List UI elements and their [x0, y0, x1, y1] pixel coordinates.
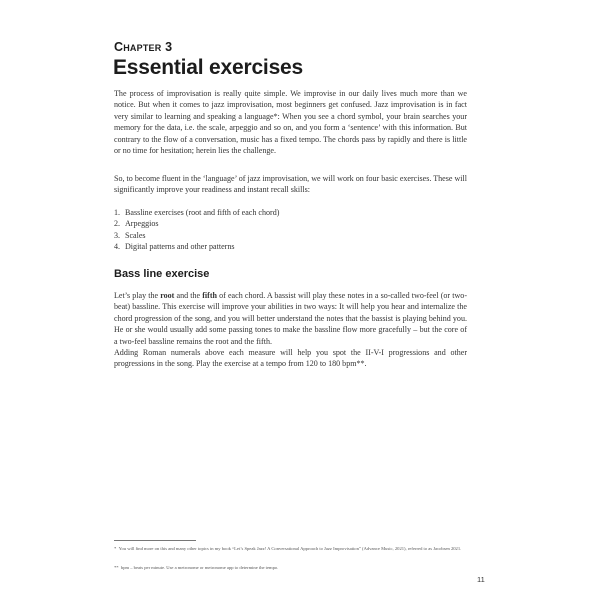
footnote-2 — [114, 564, 474, 571]
footnote-1-text: You will find more on this and many other topics in my book “Let’s Speak Jazz! A Conversational Approach to Jazz Improvisation” (Advance Music, 2021), referred to as Jacobsen 2021. — [118, 546, 462, 551]
footnote-2-mark: ** — [114, 565, 119, 570]
chapter-title: Essential exercises — [113, 56, 304, 79]
list-item — [114, 218, 279, 229]
list-item-number: 3. — [114, 230, 121, 240]
footnote-1 — [114, 545, 474, 552]
section-heading-bass-line: Bass line exercise — [114, 268, 210, 280]
footnote-1-mark: * — [114, 546, 117, 551]
list-item-text: Digital patterns and other patterns — [125, 242, 235, 252]
list-item-number: 2. — [114, 219, 121, 229]
footnote-2-text: bpm – beats per minute. Use a metronome or metronome app to determine the tempo. — [120, 565, 279, 570]
list-item-number: 4. — [114, 242, 121, 252]
list-item-text: Scales — [125, 230, 146, 240]
list-item-text: Bassline exercises (root and fifth of each chord) — [125, 208, 280, 217]
list-item — [114, 230, 279, 241]
page-number: 11 — [477, 575, 485, 584]
exercise-list — [114, 207, 279, 253]
chapter-label: Chapter 3 — [114, 40, 173, 54]
bassline-text-2: and the — [174, 291, 203, 300]
list-item — [114, 207, 279, 218]
intro-paragraph: The process of improvisation is really quite simple. We improvise in our daily lives much more than we notice. But when it comes to jazz improvisation, most beginners get confused. Jazz improvisation is in fact very similar to learning and speaking a language*: When you see a chord symbol, your brain searches your memory for the data, i.e. the scale, arpeggio and so on, and you form a ‘sentence’ with this information. But contrary to the flow of a conversation, music has a fixed tempo. The chords pass by rapidly and there is little or no time for hesitation; herein lies the challenge. — [114, 89, 467, 156]
fluent-paragraph: So, to become fluent in the ‘language’ of jazz improvisation, we will work on four basic exercises. These will significantly improve your readiness and instant recall skills: — [114, 174, 467, 195]
list-item — [114, 241, 279, 252]
fifth-term: fifth — [202, 291, 217, 300]
bassline-text-3: of each chord. A bassist will play these notes in a so-called two-feel (or two-beat) bassline. This exercise will improve your abilities in two ways: It will help you hear and internalize the chord progression of the song, and you will better understand the notes that the bassist is playing behind you. He or she would usually add some passing tones to make the bassline flow more gracefully – but the core of a two-feel bassline remains the root and the fifth. — [114, 291, 468, 346]
root-term: root — [160, 291, 175, 300]
bassline-paragraph — [114, 290, 467, 370]
bassline-text-1: Let’s play the — [114, 291, 161, 300]
list-item-number: 1. — [114, 208, 121, 217]
bassline-text-4: Adding Roman numerals above each measure will help you spot the II-V-I progressions and other progressions in the song. Play the exercise at a tempo from 120 to 180 bpm**. — [114, 348, 467, 369]
list-item-text: Arpeggios — [125, 219, 159, 229]
footnote-divider — [114, 540, 196, 541]
